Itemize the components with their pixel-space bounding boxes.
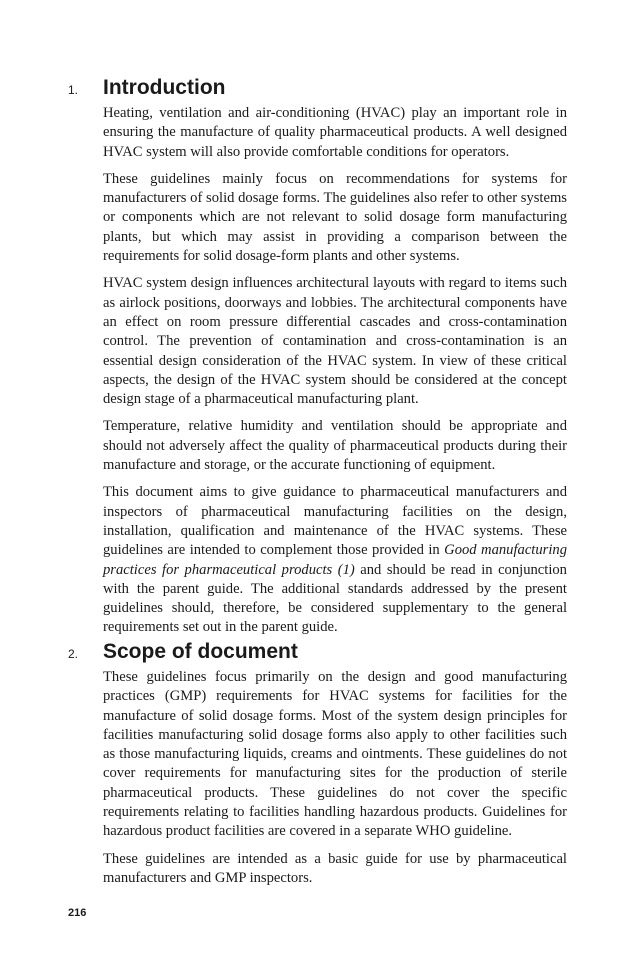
section-introduction [0, 72, 638, 646]
paragraph: These guidelines are intended as a basic guide for use by pharmaceutical manufacturers and GMP inspectors. [103, 850, 567, 886]
paragraph-text: This document aims to give guidance to pharmaceutical manufacturers and inspectors of pharmaceutical manufacturing facilities on the design, installation, qualification and maintenance of the HVAC systems. These guidelines are intended to complement those provided in [103, 484, 567, 559]
section-scope [0, 636, 638, 896]
page-number: 216 [68, 907, 87, 919]
paragraph: These guidelines focus primarily on the design and good manufacturing practices (GMP) requirements for HVAC systems for facilities for the manufacture of solid dosage forms. Most of the system design principles for facilities manufacturing solid dosage forms also apply to other facilities such as those manufacturing liquids, creams and ointments. These guidelines do not cover requirements for manufacturing sites for the production of sterile pharmaceutical products. These guidelines do not cover the specific requirements relating to facilities handling hazardous products. Guidelines for hazardous product facilities are covered in a separate WHO guideline. [103, 669, 567, 840]
paragraph: Heating, ventilation and air-conditioning (HVAC) play an important role in ensuring the manufacture of quality pharmaceutical products. A well designed HVAC system will also provide comfortable conditions for operators. [103, 105, 567, 160]
section-heading [0, 636, 638, 664]
section-title: Scope of document [103, 640, 298, 663]
paragraph [103, 483, 567, 637]
cited-title: Good manufacturing practices for pharmaceutical products (1) [103, 542, 567, 578]
section-title: Introduction [103, 76, 226, 99]
paragraph: HVAC system design influences architectural layouts with regard to items such as airlock positions, doorways and lobbies. The architectural components have an effect on room pressure differential cascades and cross-contamination control. The prevention of contamination and cross-contamination is an essential design consideration of the HVAC system. In view of these critical aspects, the design of the HVAC system should be considered at the concept design stage of a pharmaceutical manufacturing plant. [103, 275, 567, 408]
paragraph: These guidelines mainly focus on recommendations for systems for manufacturers of solid dosage forms. The guidelines also refer to other systems or components which are not relevant to solid dosage form manufacturing plants, but which may assist in providing a comparison between the requirements for solid dosage-form plants and other systems. [103, 170, 567, 265]
paragraph-text: and should be read in conjunction with the parent guide. The additional standards addressed by the present guidelines should, therefore, be considered supplementary to the general requirements set out in the parent guide. [103, 561, 567, 636]
section-number: 1. [68, 83, 79, 97]
section-number: 2. [68, 647, 79, 661]
section-heading [0, 72, 638, 100]
paragraph: Temperature, relative humidity and ventilation should be appropriate and should not adversely affect the quality of pharmaceutical products during their manufacture and storage, or the accurate functioning of equipment. [103, 418, 567, 474]
